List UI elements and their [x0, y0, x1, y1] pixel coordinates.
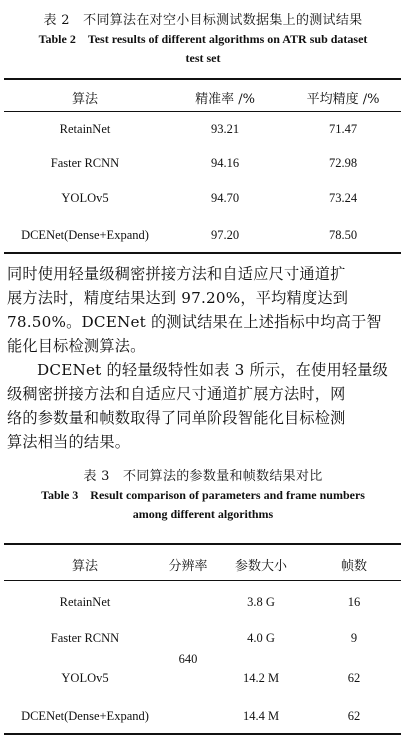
paragraph-line: 展方法时，精度结果达到 97.20%，平均精度达到: [7, 289, 349, 307]
table2-header-algorithm: 算法: [71, 92, 98, 107]
paragraph-line: DCENet 的轻量级特性如表 3 所示，在使用轻量级: [37, 361, 388, 379]
paragraph-line: 算法相当的结果。: [7, 433, 131, 451]
table3-cell-fps: 9: [350, 631, 358, 645]
table2-cell-precision: 94.16: [210, 156, 240, 170]
table2-cell-algorithm: DCENet(Dense+Expand): [21, 228, 149, 242]
table3-cell-algorithm: DCENet(Dense+Expand): [21, 709, 149, 723]
table2-cell-algorithm: RetainNet: [59, 122, 111, 136]
table3-cell-resolution: 640: [178, 652, 198, 666]
table3-cell-fps: 62: [347, 671, 361, 685]
table3-header-rule: [4, 580, 401, 581]
table2-cell-precision: 94.70: [210, 191, 240, 205]
table3-cell-params: 3.8 G: [247, 595, 275, 609]
table3-bottom-rule: [4, 733, 401, 735]
paragraph-line: 能化目标检测算法。: [7, 337, 146, 355]
table2-header-map: 平均精度 /%: [306, 92, 380, 107]
table3-header-resolution: 分辨率: [168, 559, 208, 574]
table2-caption-zh: 表 2 不同算法在对空小目标测试数据集上的测试结果: [43, 13, 363, 28]
table2-caption-en-line2: test set: [185, 51, 221, 65]
table3-caption-en: [20, 486, 386, 524]
table2-caption-en: [20, 30, 386, 68]
table3-cell-params: 14.4 M: [242, 709, 280, 723]
paragraph-lightweight: [7, 358, 402, 454]
table3-cell-algorithm: RetainNet: [59, 595, 111, 609]
paragraph-line: 同时使用轻量级稠密拼接方法和自适应尺寸通道扩: [7, 265, 346, 283]
table3-cell-params: 14.2 M: [242, 671, 280, 685]
table2-bottom-rule: [4, 252, 401, 254]
table2-cell-map: 72.98: [328, 156, 358, 170]
paragraph-line: 络的参数量和帧数取得了同单阶段智能化目标检测: [7, 409, 346, 427]
table2-header-precision: 精准率 /%: [195, 92, 255, 107]
table2-caption-en-line1: Table 2 Test results of different algorithms on ATR sub dataset: [38, 32, 368, 46]
paragraph-results: [7, 262, 402, 358]
table2-cell-algorithm: Faster RCNN: [50, 156, 120, 170]
table3-caption-zh: 表 3 不同算法的参数量和帧数结果对比: [83, 469, 323, 484]
table3-caption-en-line1: Table 3 Result comparison of parameters and frame numbers: [41, 488, 365, 502]
table2-header-rule: [4, 111, 401, 112]
table2-cell-map: 78.50: [328, 228, 358, 242]
table2-cell-precision: 93.21: [210, 122, 240, 136]
table3-cell-params: 4.0 G: [247, 631, 275, 645]
table3-top-rule: [4, 543, 401, 545]
table2-cell-precision: 97.20: [210, 228, 240, 242]
table3-header-fps: 帧数: [340, 559, 367, 574]
table2-cell-algorithm: YOLOv5: [61, 191, 109, 205]
table3-header-params: 参数大小: [234, 559, 287, 574]
paragraph-line: 78.50%。DCENet 的测试结果在上述指标中均高于智: [7, 313, 382, 331]
paragraph-line: 级稠密拼接方法和自适应尺寸通道扩展方法时，网: [7, 385, 346, 403]
table2-cell-map: 71.47: [328, 122, 358, 136]
table3-cell-fps: 16: [347, 595, 361, 609]
table3-cell-algorithm: YOLOv5: [61, 671, 109, 685]
table3-cell-fps: 62: [347, 709, 361, 723]
table3-caption-en-line2: among different algorithms: [132, 507, 274, 521]
table2-top-rule: [4, 78, 401, 80]
table3-cell-algorithm: Faster RCNN: [50, 631, 120, 645]
table2-cell-map: 73.24: [328, 191, 358, 205]
table3-header-algorithm: 算法: [71, 559, 98, 574]
